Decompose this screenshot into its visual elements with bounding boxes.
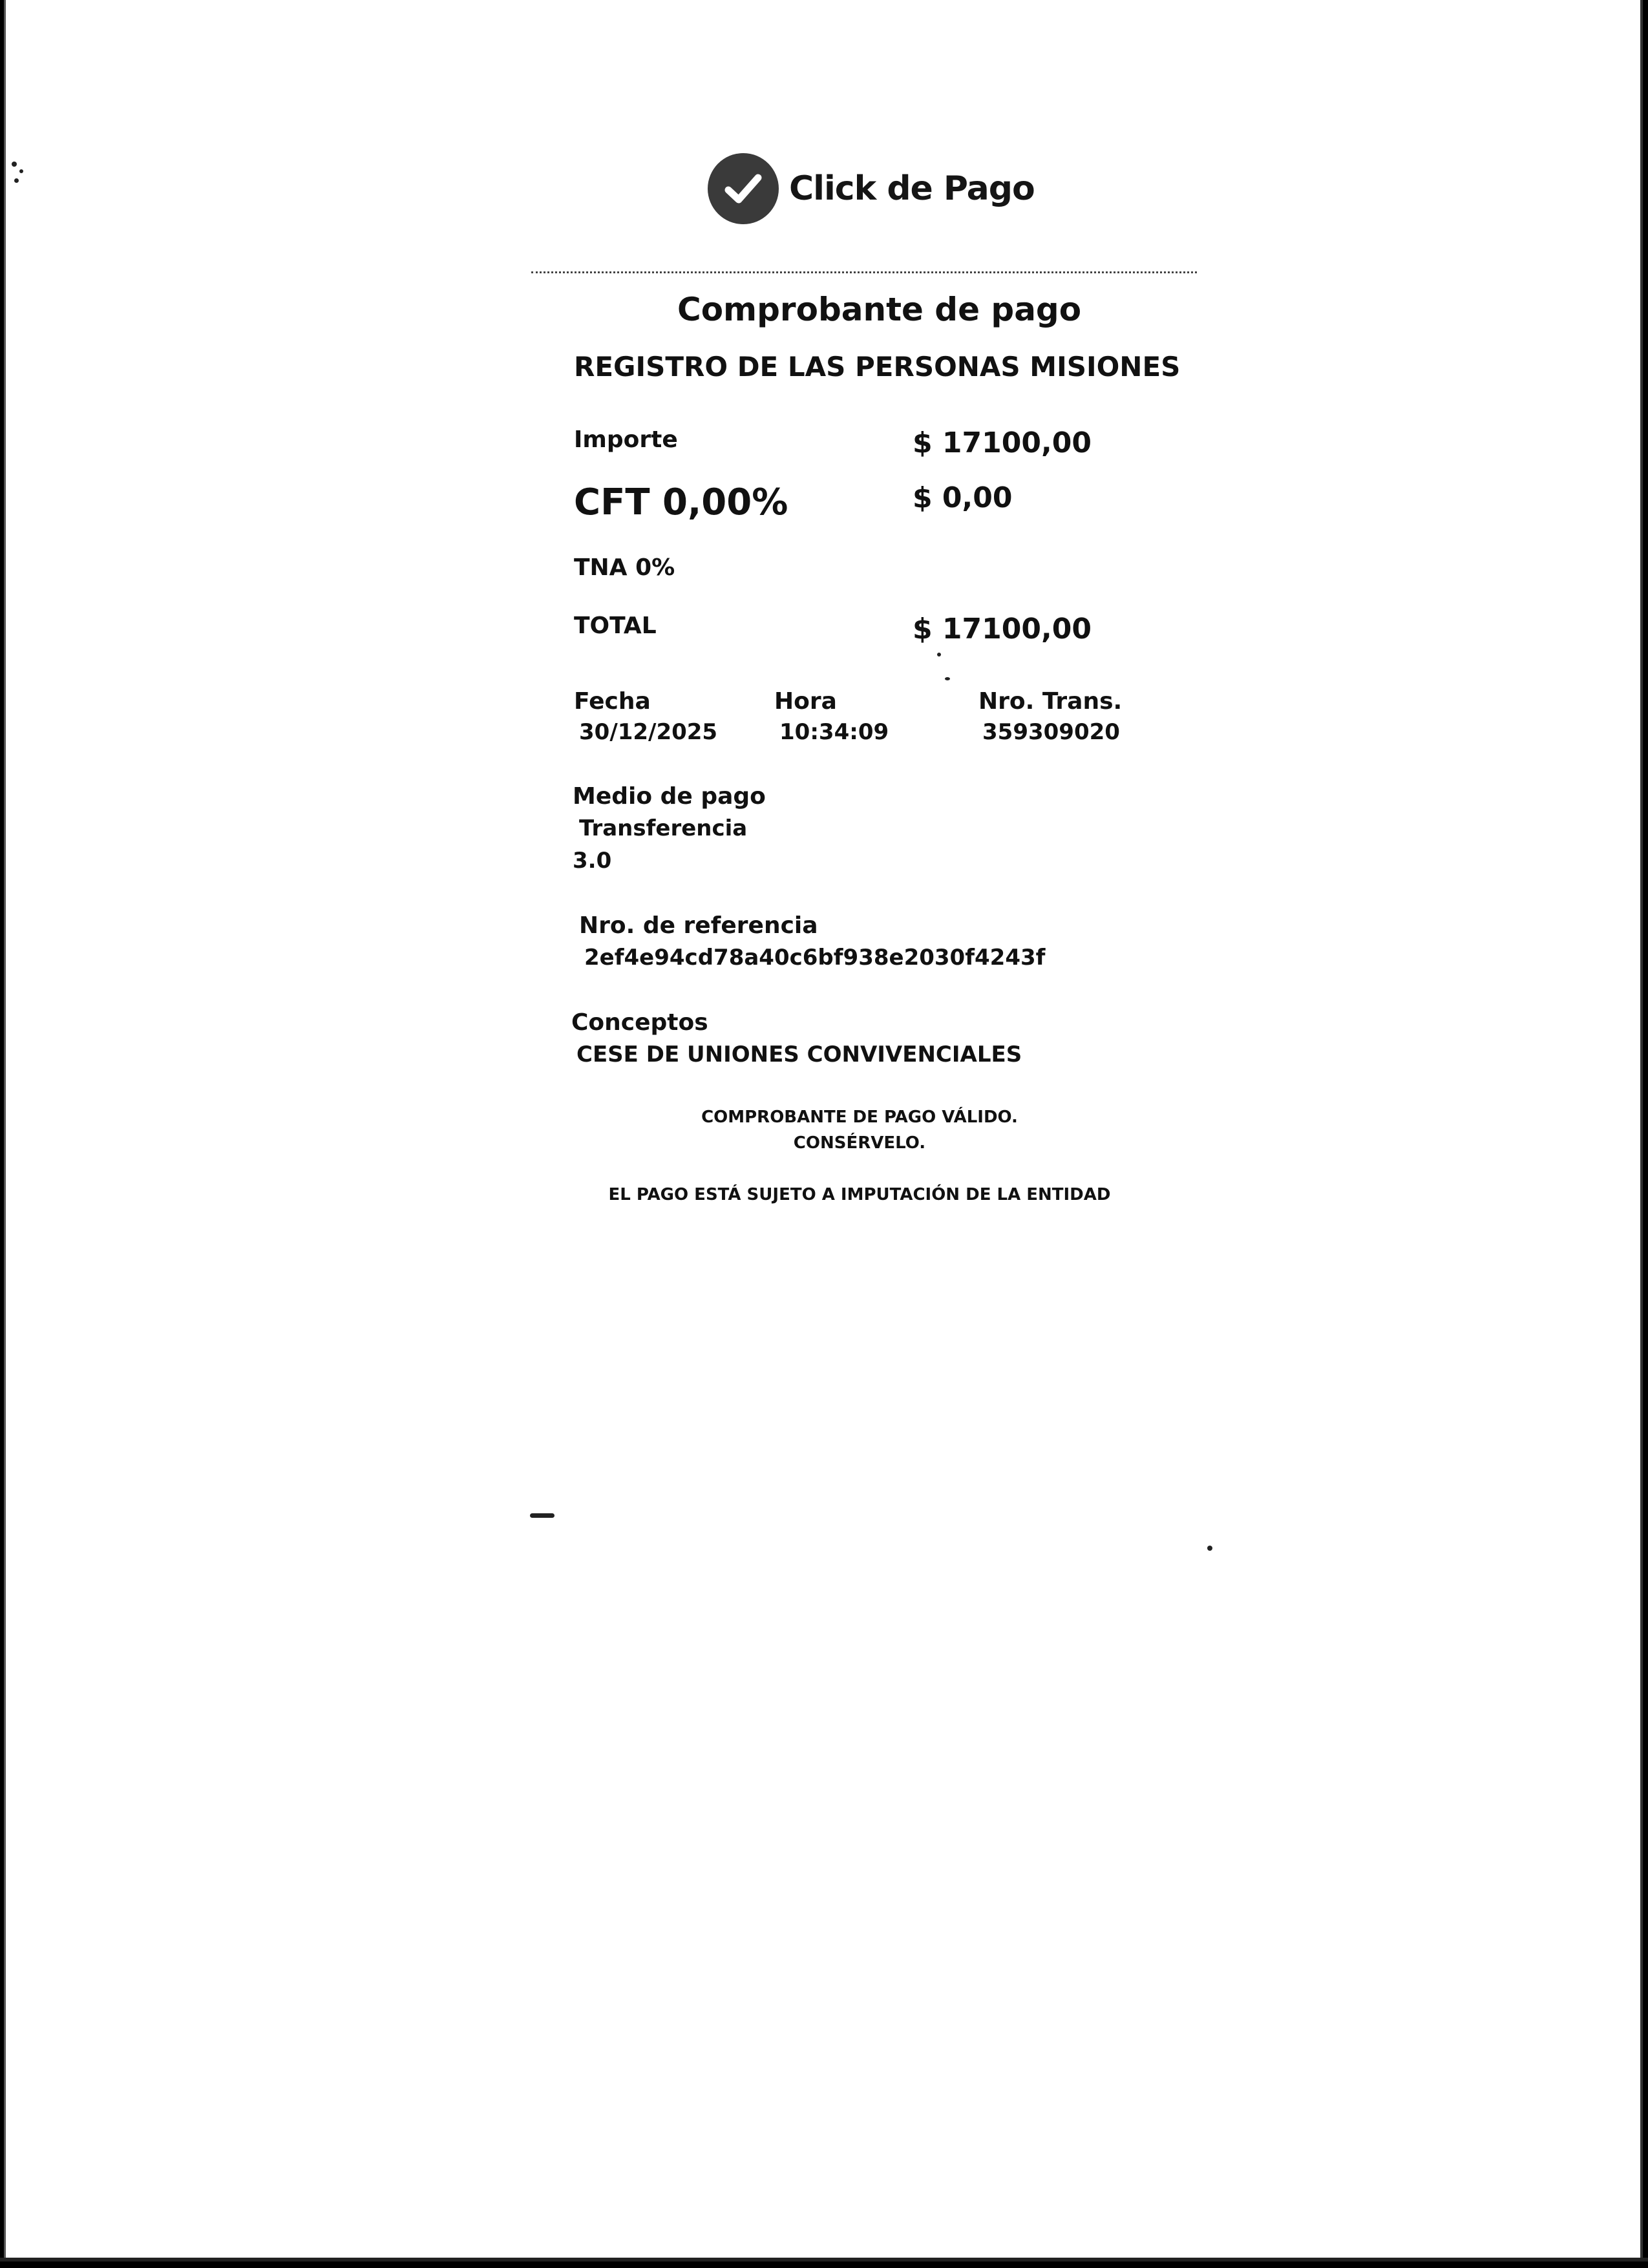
importe-value: $ 17100,00	[913, 426, 1092, 459]
scan-speck	[12, 162, 17, 167]
scan-speck	[937, 653, 941, 656]
total-value: $ 17100,00	[913, 613, 1092, 646]
nro-trans-label: Nro. Trans.	[978, 688, 1123, 715]
scan-speck	[1207, 1546, 1212, 1551]
scan-edge-left	[0, 0, 9, 2268]
scan-speck	[530, 1513, 555, 1518]
divider	[531, 271, 1197, 273]
nro-trans-value: 359309020	[982, 719, 1120, 745]
scan-edge-right	[1634, 0, 1648, 2268]
receipt-title: Comprobante de pago	[677, 291, 1082, 328]
referencia-value: 2ef4e94cd78a40c6bf938e2030f4243f	[584, 945, 1046, 971]
scan-speck	[19, 169, 23, 173]
medio-pago-label: Medio de pago	[573, 783, 766, 810]
conceptos-label: Conceptos	[571, 1009, 708, 1036]
logo	[708, 150, 1035, 227]
cft-value: $ 0,00	[913, 481, 1013, 514]
hora-label: Hora	[774, 688, 837, 715]
fecha-value: 30/12/2025	[579, 719, 718, 745]
importe-label: Importe	[574, 426, 678, 453]
medio-pago-value: Transferencia	[579, 815, 748, 841]
cft-label: CFT 0,00%	[574, 481, 788, 523]
entity-name: REGISTRO DE LAS PERSONAS MISIONES	[574, 351, 1181, 383]
scan-speck	[14, 178, 19, 183]
medio-pago-version: 3.0	[573, 848, 612, 874]
fecha-label: Fecha	[574, 688, 651, 715]
logo-text: Click de Pago	[789, 169, 1035, 208]
conceptos-value: CESE DE UNIONES CONVIVENCIALES	[576, 1042, 1022, 1067]
hora-value: 10:34:09	[779, 719, 889, 745]
footer-line-3: EL PAGO ESTÁ SUJETO A IMPUTACIÓN DE LA ENTIDAD	[608, 1185, 1111, 1204]
scan-edge-bottom	[0, 2250, 1648, 2268]
referencia-label: Nro. de referencia	[579, 912, 818, 939]
tna-label: TNA 0%	[574, 554, 675, 581]
total-label: TOTAL	[574, 613, 657, 639]
check-circle-icon	[708, 153, 779, 224]
scan-speck	[945, 677, 950, 680]
footer-line-2: CONSÉRVELO.	[793, 1133, 926, 1153]
footer-line-1: COMPROBANTE DE PAGO VÁLIDO.	[701, 1108, 1018, 1127]
